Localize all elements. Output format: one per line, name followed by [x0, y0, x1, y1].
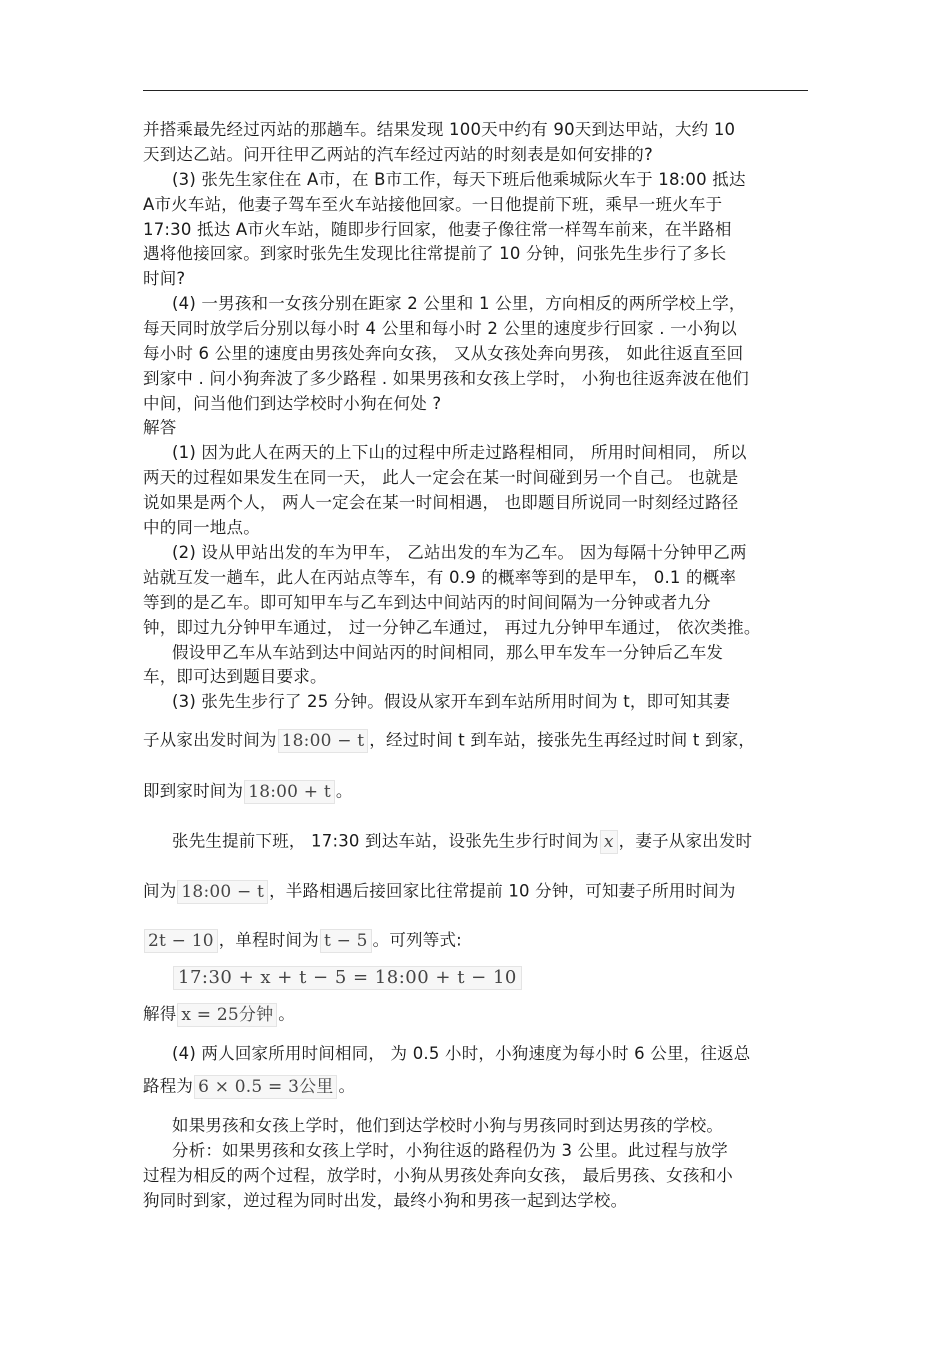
- text-line: A市火车站，他妻子驾车至火车站接他回家。一日他提前下班，乘早一班火车于: [143, 195, 723, 214]
- text-line: (3) 张先生步行了 25 分钟。假设从家开车到车站所用时间为 t，即可知其妻: [172, 692, 731, 711]
- text-line: (2) 设从甲站出发的车为甲车， 乙站出发的车为乙车。 因为每隔十分钟甲乙两: [172, 543, 747, 562]
- text-line: 站就互发一趟车，此人在丙站点等车，有 0.9 的概率等到的是甲车， 0.1 的概率: [143, 568, 737, 587]
- text-line: 分析：如果男孩和女孩上学时，小狗往返的路程仍为 3 公里。此过程与放学: [172, 1141, 728, 1160]
- text-line: 如果男孩和女孩上学时，他们到达学校时小狗与男孩同时到达男孩的学校。: [172, 1116, 724, 1135]
- text-line: 过程为相反的两个过程，放学时，小狗从男孩处奔向女孩， 最后男孩、女孩和小: [143, 1166, 733, 1185]
- text-line: (4) 两人回家所用时间相同， 为 0.5 小时，小狗速度为每小时 6 公里，往返总: [172, 1044, 751, 1063]
- text-line: 说如果是两个人， 两人一定会在某一时间相遇， 也即题目所说同一时刻经过路径: [143, 493, 739, 512]
- formula: x = 25分钟: [177, 1003, 277, 1027]
- text-line: 狗同时到家，逆过程为同时出发，最终小狗和男孩一起到达学校。: [143, 1191, 628, 1210]
- section-heading: 解答: [143, 418, 177, 437]
- text-line: 两天的过程如果发生在同一天， 此人一定会在某一时间碰到另一个自己。 也就是: [143, 468, 739, 487]
- text-line: 到家中 . 问小狗奔波了多少路程 . 如果男孩和女孩上学时， 小狗也往返奔波在他们: [143, 369, 749, 388]
- text-line: 并搭乘最先经过丙站的那趟车。结果发现 100天中约有 90天到达甲站，大约 10: [143, 120, 736, 139]
- text-line: 天到达乙站。问开往甲乙两站的汽车经过丙站的时刻表是如何安排的?: [143, 145, 653, 164]
- formula: 6 × 0.5 = 3公里: [194, 1075, 337, 1099]
- text-line: 时间?: [143, 269, 186, 288]
- text-line: 中的同一地点。: [143, 518, 260, 537]
- formula: 18:00 − t: [278, 729, 369, 753]
- text-line: 每天同时放学后分别以每小时 4 公里和每小时 2 公里的速度步行回家 . 一小狗以: [143, 319, 737, 338]
- text-line: 17:30 抵达 A市火车站，随即步行回家，他妻子像往常一样驾车前来，在半路相: [143, 220, 732, 239]
- equation: 17:30 + x + t − 5 = 18:00 + t − 10: [173, 966, 522, 990]
- text-line: 中间，问当他们到达学校时小狗在何处 ?: [143, 394, 442, 413]
- text-line-with-formula: 即到家时间为 18:00 + t 。: [143, 781, 353, 802]
- text-line: 车，即可达到题目要求。: [143, 667, 327, 686]
- text-line: 每小时 6 公里的速度由男孩处奔向女孩， 又从女孩处奔向男孩， 如此往返直至回: [143, 344, 744, 363]
- formula: 2t − 10: [144, 929, 218, 953]
- text-line: (3) 张先生家住在 A市，在 B市工作，每天下班后他乘城际火车于 18:00 抵达: [172, 170, 746, 189]
- text-line-with-formula: 路程为 6 × 0.5 = 3公里 。: [143, 1076, 356, 1097]
- text-line: 等到的是乙车。即可知甲车与乙车到达中间站丙的时间间隔为一分钟或者九分: [143, 593, 711, 612]
- text-line: (4) 一男孩和一女孩分别在距家 2 公里和 1 公里，方向相反的两所学校上学，: [172, 294, 746, 313]
- text-line-with-formula: 解得 x = 25分钟 。: [143, 1004, 295, 1025]
- header-rule: [143, 90, 808, 91]
- formula: 18:00 − t: [177, 880, 268, 904]
- formula: t − 5: [320, 929, 372, 953]
- text-line: 遇将他接回家。到家时张先生发现比往常提前了 10 分钟，问张先生步行了多长: [143, 244, 727, 263]
- equation-line: [172, 966, 812, 990]
- formula: x: [600, 830, 618, 854]
- text-line: 假设甲乙车从车站到达中间站丙的时间相同，那么甲车发车一分钟后乙车发: [172, 643, 724, 662]
- text-line-with-formula: 张先生提前下班， 17:30 到达车站，设张先生步行时间为 x ，妻子从家出发时: [172, 831, 753, 852]
- formula: 18:00 + t: [244, 780, 335, 804]
- text-line: 钟，即过九分钟甲车通过， 过一分钟乙车通过， 再过九分钟甲车通过， 依次类推。: [143, 618, 761, 637]
- text-line-with-formula: 2t − 10 ，单程时间为 t − 5 。可列等式:: [143, 929, 813, 953]
- text-line-with-formula: 间为 18:00 − t ，半路相遇后接回家比往常提前 10 分钟，可知妻子所用时间为: [143, 881, 736, 902]
- text-line-with-formula: 子从家出发时间为 18:00 − t ，经过时间 t 到车站，接张先生再经过时间 t 到家，: [143, 730, 756, 751]
- text-line: (1) 因为此人在两天的上下山的过程中所走过路程相同， 所用时间相同， 所以: [172, 443, 747, 462]
